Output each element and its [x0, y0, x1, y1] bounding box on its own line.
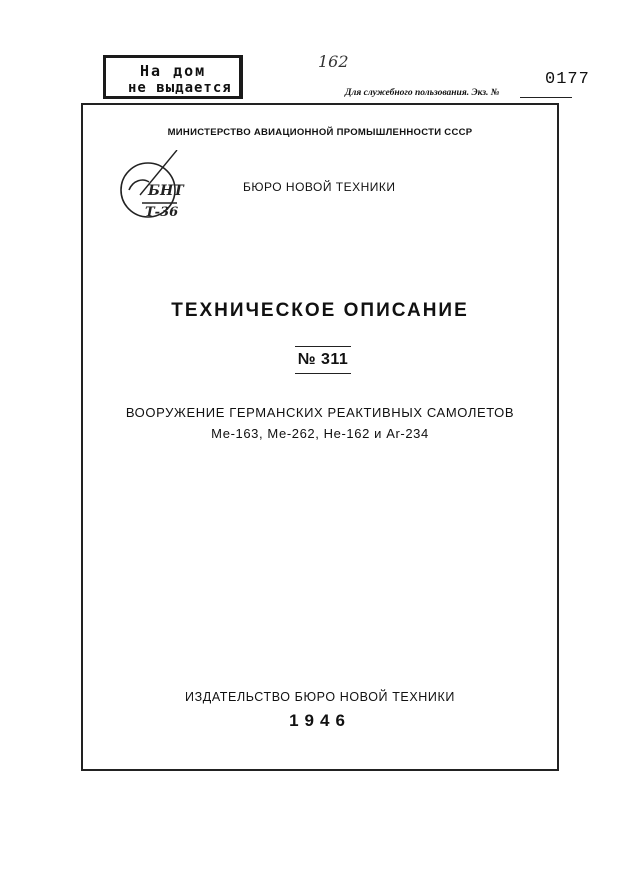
stamp-line-1: На дом: [140, 62, 207, 80]
subject-line-2: Ме-163, Ме-262, Не-162 и Ar-234: [211, 426, 429, 441]
svg-text:Т-36: Т-36: [145, 205, 179, 220]
document-number: № 311: [297, 351, 349, 368]
copy-number: 0177: [545, 70, 590, 89]
publication-year: 1946: [289, 711, 351, 730]
copy-number-line: [520, 97, 572, 98]
handwritten-note: 162: [318, 52, 349, 71]
document-title: ТЕХНИЧЕСКОЕ ОПИСАНИЕ: [171, 300, 469, 321]
bureau-stamp-icon: [115, 150, 185, 225]
document-number-block: [295, 346, 351, 374]
ministry-heading: МИНИСТЕРСТВО АВИАЦИОННОЙ ПРОМЫШЛЕННОСТИ СССР: [167, 127, 473, 138]
number-bottom-rule: [295, 373, 351, 374]
not-for-loan-stamp: [103, 55, 243, 99]
subject-line-1: ВООРУЖЕНИЕ ГЕРМАНСКИХ РЕАКТИВНЫХ САМОЛЕТОВ: [125, 405, 515, 420]
svg-text:БНТ: БНТ: [148, 183, 184, 199]
stamp-line-2: не выдается: [128, 80, 232, 96]
service-use-note: Для служебного пользования. Экз. №: [345, 88, 500, 98]
bureau-name: БЮРО НОВОЙ ТЕХНИКИ: [243, 180, 396, 194]
publisher: ИЗДАТЕЛЬСТВО БЮРО НОВОЙ ТЕХНИКИ: [185, 690, 455, 704]
